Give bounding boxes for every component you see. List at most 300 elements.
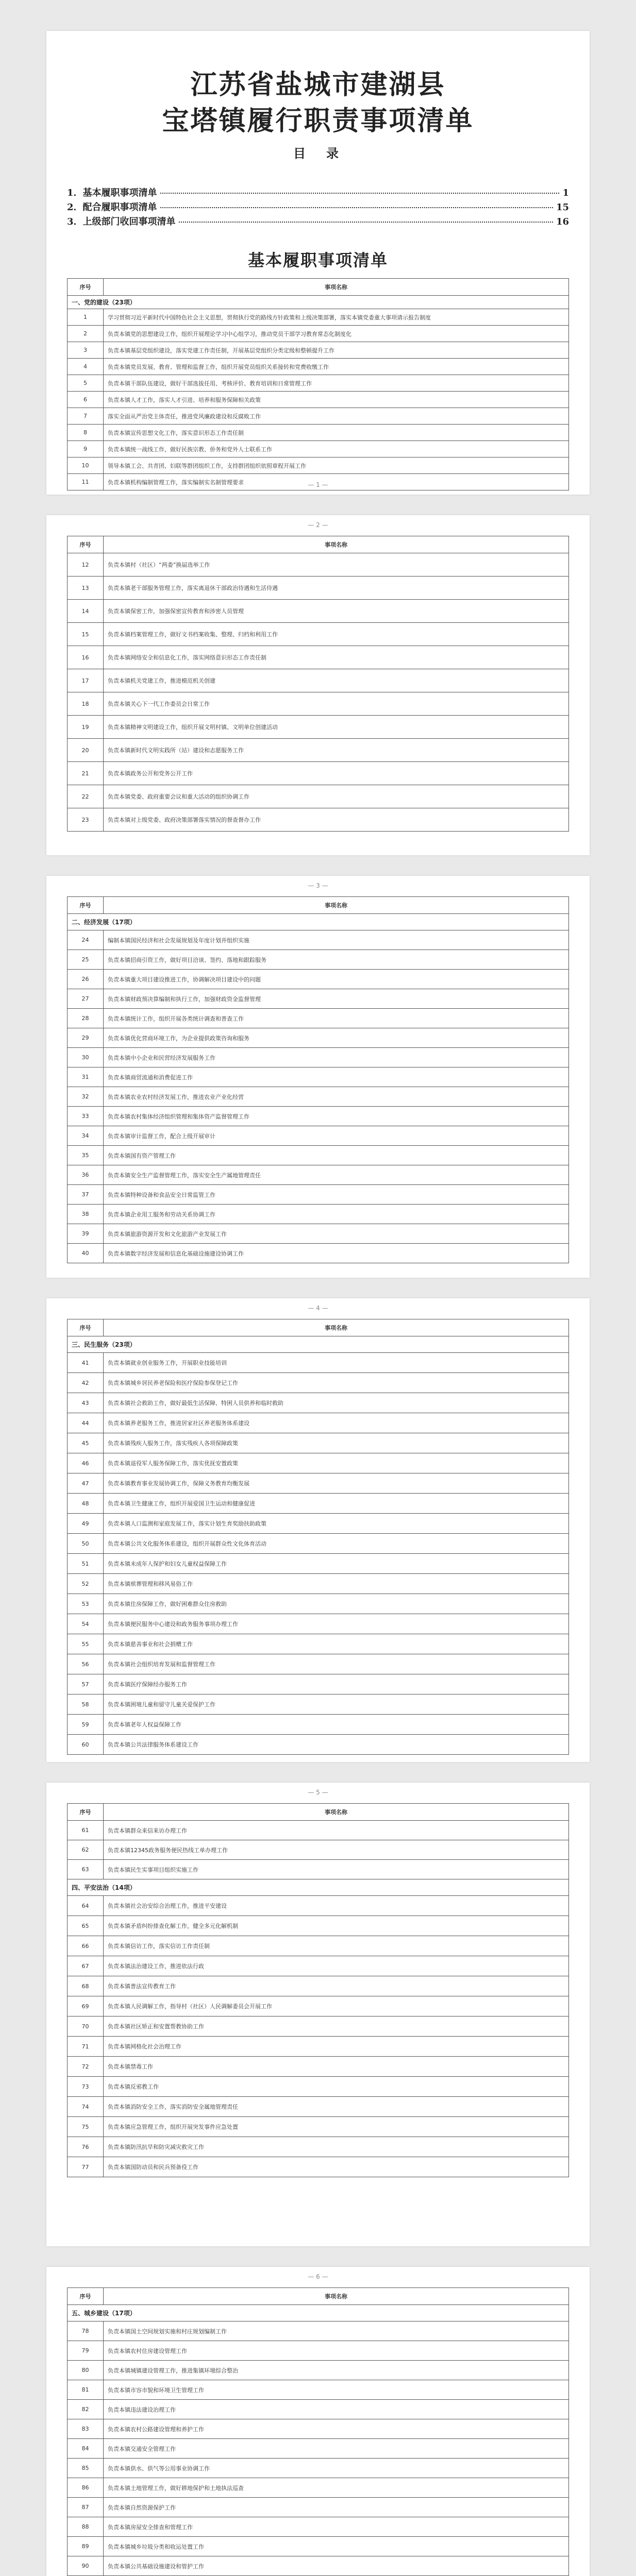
duty-item-name: 负责本镇国防动员和民兵预备役工作 (104, 2157, 569, 2177)
row-number: 32 (68, 1087, 104, 1107)
duty-item-name: 负责本镇社会治安综合治理工作，推进平安建设 (104, 1896, 569, 1916)
duty-item-name: 负责本镇关心下一代工作委员会日常工作 (104, 692, 569, 716)
table-of-contents (67, 185, 569, 229)
row-number: 63 (68, 1860, 104, 1879)
row-number: 42 (68, 1373, 104, 1393)
duty-item-name: 负责本镇反邪教工作 (104, 2077, 569, 2097)
duty-item-name: 负责本镇财政预决算编制和执行工作，加强财政资金监督管理 (104, 989, 569, 1009)
duty-item-name: 负责本镇医疗保障经办服务工作 (104, 1674, 569, 1694)
duty-item-name: 负责本镇人才工作，落实人才引进、培养和服务保障相关政策 (104, 392, 569, 408)
row-number: 75 (68, 2117, 104, 2137)
duty-item-name: 负责本镇党员发展、教育、管理和监督工作，组织开展党员组织关系接转和党费收缴工作 (104, 359, 569, 375)
duty-item-name: 负责本镇自然资源保护工作 (104, 2498, 569, 2517)
table-row (68, 716, 569, 739)
table-row (68, 392, 569, 408)
col-header-num: 序号 (68, 1804, 104, 1821)
row-number: 57 (68, 1674, 104, 1694)
table-row (68, 1087, 569, 1107)
table-row (68, 441, 569, 457)
row-number: 49 (68, 1514, 104, 1534)
table-header-row (68, 536, 569, 553)
table-row (68, 2077, 569, 2097)
table-row (68, 2400, 569, 2419)
document-page (46, 1783, 590, 2246)
section-row (68, 914, 569, 930)
table-row (68, 553, 569, 577)
table-row (68, 646, 569, 669)
duty-item-name: 负责本镇村（社区）“两委”换届选举工作 (104, 553, 569, 577)
section-label: 五、城乡建设（17项） (68, 2305, 569, 2321)
table-row (68, 1146, 569, 1165)
table-row (68, 2517, 569, 2537)
row-number: 50 (68, 1534, 104, 1554)
row-number: 83 (68, 2419, 104, 2439)
table-row (68, 2157, 569, 2177)
duty-item-name: 负责本镇交通安全管理工作 (104, 2439, 569, 2459)
row-number: 6 (68, 392, 104, 408)
table-row (68, 1821, 569, 1840)
section-row (68, 296, 569, 309)
table-row (68, 762, 569, 785)
row-number: 13 (68, 577, 104, 600)
col-header-name: 事项名称 (104, 1319, 569, 1336)
row-number: 21 (68, 762, 104, 785)
table-row (68, 1473, 569, 1494)
duty-item-name: 负责本镇住房保障工作，做好困难群众住房救助 (104, 1594, 569, 1614)
duty-item-name: 负责本镇旅游资源开发和文化旅游产业发展工作 (104, 1224, 569, 1244)
row-number: 8 (68, 425, 104, 441)
duty-table (67, 536, 569, 832)
row-number: 10 (68, 457, 104, 474)
table-row (68, 359, 569, 375)
duty-item-name: 负责本镇社区矫正和安置帮教协助工作 (104, 2016, 569, 2037)
duty-item-name: 负责本镇特种设备和食品安全日常监管工作 (104, 1185, 569, 1205)
table-row (68, 1224, 569, 1244)
table-row (68, 2016, 569, 2037)
row-number: 60 (68, 1735, 104, 1755)
duty-item-name: 负责本镇便民服务中心建设和政务服务事项办理工作 (104, 1614, 569, 1634)
table-row (68, 2057, 569, 2077)
row-number: 22 (68, 785, 104, 808)
duty-item-name: 负责本镇普法宣传教育工作 (104, 1976, 569, 1996)
table-row (68, 408, 569, 425)
toc-entry[interactable] (67, 214, 569, 229)
table-row (68, 1634, 569, 1654)
duty-item-name: 负责本镇教育事业发展协调工作，保障义务教育均衡发展 (104, 1473, 569, 1494)
duty-item-name: 负责本镇公共基础设施建设和管护工作 (104, 2556, 569, 2576)
table-row (68, 1028, 569, 1048)
row-number: 54 (68, 1614, 104, 1634)
row-number: 45 (68, 1433, 104, 1453)
table-header-row (68, 897, 569, 914)
duty-item-name: 负责本镇就业创业服务工作，开展职业技能培训 (104, 1353, 569, 1373)
table-row (68, 1433, 569, 1453)
row-number: 37 (68, 1185, 104, 1205)
row-number: 77 (68, 2157, 104, 2177)
row-number: 16 (68, 646, 104, 669)
section-label: 四、平安法治（14项） (68, 1879, 569, 1896)
table-row (68, 2137, 569, 2157)
row-number: 25 (68, 950, 104, 970)
duty-item-name: 负责本镇重大项目建设推进工作，协调解决项目建设中的问题 (104, 970, 569, 989)
duty-item-name: 负责本镇商贸流通和消费促进工作 (104, 1067, 569, 1087)
page-number: — 3 — (308, 882, 328, 889)
page-number: — 5 — (308, 1789, 328, 1796)
row-number: 28 (68, 1009, 104, 1028)
row-number: 64 (68, 1896, 104, 1916)
duty-item-name: 负责本镇统一战线工作，做好民族宗教、侨务和党外人士联系工作 (104, 441, 569, 457)
document-page (46, 31, 590, 495)
duty-item-name: 领导本镇工会、共青团、妇联等群团组织工作，支持群团组织依照章程开展工作 (104, 457, 569, 474)
duty-item-name: 负责本镇防汛抗旱和防灾减灾救灾工作 (104, 2137, 569, 2157)
table-row (68, 1996, 569, 2016)
row-number: 14 (68, 600, 104, 623)
table-row (68, 2037, 569, 2057)
table-row (68, 2498, 569, 2517)
row-number: 87 (68, 2498, 104, 2517)
duty-table (67, 1319, 569, 1755)
duty-item-name: 负责本镇审计监督工作，配合上级开展审计 (104, 1126, 569, 1146)
duty-item-name: 负责本镇违法建设治理工作 (104, 2400, 569, 2419)
duty-item-name: 负责本镇人口监测和家庭发展工作，落实计划生育奖励扶助政策 (104, 1514, 569, 1534)
table-row (68, 739, 569, 762)
toc-entry-page: 16 (556, 216, 569, 227)
duty-item-name: 负责本镇应急管理工作，组织开展突发事件应急处置 (104, 2117, 569, 2137)
row-number: 53 (68, 1594, 104, 1614)
duty-item-name: 学习贯彻习近平新时代中国特色社会主义思想，贯彻执行党的路线方针政策和上级决策部署，落实本镇党委重大事项请示报告制度 (104, 309, 569, 326)
duty-item-name: 负责本镇公共法律服务体系建设工作 (104, 1735, 569, 1755)
duty-item-name: 负责本镇12345政务服务便民热线工单办理工作 (104, 1840, 569, 1860)
table-row (68, 1956, 569, 1976)
table-row (68, 2419, 569, 2439)
duty-item-name: 负责本镇供水、供气等公用事业协调工作 (104, 2459, 569, 2478)
toc-entry[interactable] (67, 185, 569, 200)
row-number: 61 (68, 1821, 104, 1840)
table-row (68, 342, 569, 359)
duty-item-name: 负责本镇老年人权益保障工作 (104, 1715, 569, 1735)
section-label: 一、党的建设（23项） (68, 296, 569, 309)
row-number: 29 (68, 1028, 104, 1048)
duty-item-name: 负责本镇城镇建设管理工作，推进集镇环境综合整治 (104, 2361, 569, 2380)
duty-item-name: 负责本镇国土空间规划实施和村庄规划编制工作 (104, 2321, 569, 2341)
row-number: 59 (68, 1715, 104, 1735)
table-row (68, 1554, 569, 1574)
row-number: 2 (68, 326, 104, 342)
table-row (68, 1840, 569, 1860)
row-number: 43 (68, 1393, 104, 1413)
row-number: 38 (68, 1205, 104, 1224)
duty-table (67, 2287, 569, 2576)
table-row (68, 577, 569, 600)
col-header-name: 事项名称 (104, 897, 569, 914)
table-row (68, 1936, 569, 1956)
table-row (68, 1860, 569, 1879)
table-row (68, 2361, 569, 2380)
duty-item-name: 负责本镇农业农村经济发展工作，推进农业产业化经营 (104, 1087, 569, 1107)
col-header-num: 序号 (68, 897, 104, 914)
row-number: 7 (68, 408, 104, 425)
table-row (68, 1614, 569, 1634)
row-number: 41 (68, 1353, 104, 1373)
section-row (68, 2305, 569, 2321)
list-subtitle: 基本履职事项清单 (247, 250, 388, 270)
row-number: 19 (68, 716, 104, 739)
row-number: 35 (68, 1146, 104, 1165)
row-number: 30 (68, 1048, 104, 1067)
row-number: 39 (68, 1224, 104, 1244)
row-number: 17 (68, 669, 104, 692)
document-title-line1: 江苏省盐城市建湖县 (190, 69, 446, 100)
duty-item-name: 负责本镇老干部服务管理工作，落实离退休干部政治待遇和生活待遇 (104, 577, 569, 600)
duty-item-name: 负责本镇招商引资工作，做好项目洽谈、签约、落地和跟踪服务 (104, 950, 569, 970)
duty-item-name: 负责本镇机构编制管理工作，落实编制实名制管理要求 (104, 474, 569, 490)
duty-item-name: 负责本镇土地管理工作，做好耕地保护和土地执法巡查 (104, 2478, 569, 2498)
duty-item-name: 负责本镇房屋安全排查和管理工作 (104, 2517, 569, 2537)
duty-item-name: 负责本镇人民调解工作，指导村（社区）人民调解委员会开展工作 (104, 1996, 569, 2016)
col-header-num: 序号 (68, 279, 104, 296)
duty-item-name: 负责本镇基层党组织建设，落实党建工作责任制，开展基层党组织分类定级和整顿提升工作 (104, 342, 569, 359)
table-row (68, 1165, 569, 1185)
duty-item-name: 负责本镇农村住房建设管理工作 (104, 2341, 569, 2361)
row-number: 24 (68, 930, 104, 950)
duty-item-name: 负责本镇安全生产监督管理工作，落实安全生产属地管理责任 (104, 1165, 569, 1185)
table-row (68, 2341, 569, 2361)
table-row (68, 2439, 569, 2459)
table-row (68, 1715, 569, 1735)
duty-item-name: 负责本镇困境儿童和留守儿童关爱保护工作 (104, 1694, 569, 1715)
table-row (68, 1694, 569, 1715)
row-number: 71 (68, 2037, 104, 2057)
toc-entry-label: 1．基本履职事项清单 (67, 188, 157, 198)
duty-item-name: 负责本镇法治建设工作，推进依法行政 (104, 1956, 569, 1976)
document-page (46, 2267, 590, 2576)
page-number: — 1 — (308, 481, 328, 488)
row-number: 1 (68, 309, 104, 326)
duty-item-name: 负责本镇矛盾纠纷排查化解工作，健全多元化解机制 (104, 1916, 569, 1936)
table-row (68, 669, 569, 692)
document-title-line2: 宝塔镇履行职责事项清单 (162, 105, 474, 137)
row-number: 79 (68, 2341, 104, 2361)
row-number: 46 (68, 1453, 104, 1473)
table-row (68, 1393, 569, 1413)
toc-leader-dots (160, 207, 553, 208)
table-row (68, 2478, 569, 2498)
col-header-num: 序号 (68, 536, 104, 553)
table-row (68, 1067, 569, 1087)
table-row (68, 1896, 569, 1916)
table-row (68, 2321, 569, 2341)
table-row (68, 1205, 569, 1224)
row-number: 26 (68, 970, 104, 989)
duty-item-name: 负责本镇城乡居民养老保险和医疗保险参保登记工作 (104, 1373, 569, 1393)
table-header-row (68, 1804, 569, 1821)
table-row (68, 1574, 569, 1594)
row-number: 86 (68, 2478, 104, 2498)
col-header-name: 事项名称 (104, 279, 569, 296)
table-row (68, 1048, 569, 1067)
duty-item-name: 负责本镇优化营商环境工作，为企业提供政策咨询和服务 (104, 1028, 569, 1048)
duty-item-name: 编制本镇国民经济和社会发展规划及年度计划并组织实施 (104, 930, 569, 950)
duty-item-name: 负责本镇企业用工服务和劳动关系协调工作 (104, 1205, 569, 1224)
duty-table (67, 896, 569, 1263)
document-page (46, 876, 590, 1278)
duty-item-name: 负责本镇数字经济发展和信息化基础设施建设协调工作 (104, 1244, 569, 1263)
table-row (68, 1107, 569, 1126)
table-row (68, 950, 569, 970)
col-header-num: 序号 (68, 2288, 104, 2305)
table-row (68, 457, 569, 474)
row-number: 88 (68, 2517, 104, 2537)
toc-entry-page: 1 (562, 188, 569, 198)
table-row (68, 970, 569, 989)
duty-item-name: 负责本镇机关党建工作，推进模范机关创建 (104, 669, 569, 692)
row-number: 66 (68, 1936, 104, 1956)
duty-item-name: 负责本镇保密工作，加强保密宣传教育和涉密人员管理 (104, 600, 569, 623)
table-row (68, 1735, 569, 1755)
row-number: 33 (68, 1107, 104, 1126)
row-number: 23 (68, 808, 104, 832)
table-row (68, 375, 569, 392)
duty-item-name: 负责本镇党委、政府重要会议和重大活动的组织协调工作 (104, 785, 569, 808)
row-number: 11 (68, 474, 104, 490)
table-row (68, 1126, 569, 1146)
row-number: 15 (68, 623, 104, 646)
duty-item-name: 负责本镇政务公开和党务公开工作 (104, 762, 569, 785)
row-number: 9 (68, 441, 104, 457)
duty-item-name: 负责本镇中小企业和民营经济发展服务工作 (104, 1048, 569, 1067)
col-header-name: 事项名称 (104, 536, 569, 553)
table-row (68, 2097, 569, 2117)
document-page (46, 1298, 590, 1762)
row-number: 69 (68, 1996, 104, 2016)
toc-leader-dots (179, 222, 553, 223)
row-number: 85 (68, 2459, 104, 2478)
table-row (68, 808, 569, 832)
table-row (68, 1494, 569, 1514)
page-number: — 2 — (308, 521, 328, 529)
toc-entry-label: 2．配合履职事项清单 (67, 202, 157, 213)
row-number: 84 (68, 2439, 104, 2459)
duty-item-name: 负责本镇信访工作，落实信访工作责任制 (104, 1936, 569, 1956)
table-row (68, 326, 569, 342)
row-number: 81 (68, 2380, 104, 2400)
table-header-row (68, 2288, 569, 2305)
table-row (68, 1594, 569, 1614)
toc-entry-page: 15 (556, 202, 569, 213)
duty-item-name: 负责本镇退役军人服务保障工作，落实优抚安置政策 (104, 1453, 569, 1473)
row-number: 89 (68, 2537, 104, 2556)
table-row (68, 1009, 569, 1028)
duty-item-name: 负责本镇群众来信来访办理工作 (104, 1821, 569, 1840)
duty-item-name: 负责本镇养老服务工作，推进居家社区养老服务体系建设 (104, 1413, 569, 1433)
row-number: 5 (68, 375, 104, 392)
duty-item-name: 负责本镇对上级党委、政府决策部署落实情况的督查督办工作 (104, 808, 569, 832)
table-row (68, 989, 569, 1009)
row-number: 44 (68, 1413, 104, 1433)
table-row (68, 623, 569, 646)
duty-item-name: 负责本镇消防安全工作，落实消防安全属地管理责任 (104, 2097, 569, 2117)
table-row (68, 425, 569, 441)
duty-item-name: 负责本镇残疾人服务工作，落实残疾人各项保障政策 (104, 1433, 569, 1453)
table-row (68, 785, 569, 808)
page-number: — 4 — (308, 1304, 328, 1312)
row-number: 76 (68, 2137, 104, 2157)
duty-item-name: 负责本镇网络安全和信息化工作，落实网络意识形态工作责任制 (104, 646, 569, 669)
page-number: — 6 — (308, 2273, 328, 2280)
table-row (68, 309, 569, 326)
duty-item-name: 负责本镇档案管理工作，做好文书档案收集、整理、归档和利用工作 (104, 623, 569, 646)
toc-label: 目 录 (293, 146, 343, 161)
section-label: 二、经济发展（17项） (68, 914, 569, 930)
row-number: 4 (68, 359, 104, 375)
duty-item-name: 负责本镇社会组织培育发展和监督管理工作 (104, 1654, 569, 1674)
duty-item-name: 负责本镇统计工作，组织开展各类统计调查和普查工作 (104, 1009, 569, 1028)
table-row (68, 2459, 569, 2478)
row-number: 62 (68, 1840, 104, 1860)
row-number: 58 (68, 1694, 104, 1715)
table-row (68, 2117, 569, 2137)
row-number: 40 (68, 1244, 104, 1263)
table-row (68, 1244, 569, 1263)
row-number: 47 (68, 1473, 104, 1494)
row-number: 34 (68, 1126, 104, 1146)
row-number: 27 (68, 989, 104, 1009)
duty-item-name: 负责本镇国有资产管理工作 (104, 1146, 569, 1165)
table-row (68, 1453, 569, 1473)
row-number: 48 (68, 1494, 104, 1514)
table-row (68, 600, 569, 623)
section-label: 三、民生服务（23项） (68, 1336, 569, 1353)
table-row (68, 1373, 569, 1393)
row-number: 12 (68, 553, 104, 577)
table-row (68, 1185, 569, 1205)
duty-item-name: 负责本镇党的思想建设工作，组织开展理论学习中心组学习，推动党员干部学习教育常态化制度化 (104, 326, 569, 342)
row-number: 74 (68, 2097, 104, 2117)
duty-item-name: 负责本镇宣传思想文化工作，落实意识形态工作责任制 (104, 425, 569, 441)
table-row (68, 2537, 569, 2556)
row-number: 78 (68, 2321, 104, 2341)
row-number: 70 (68, 2016, 104, 2037)
table-row (68, 692, 569, 716)
row-number: 20 (68, 739, 104, 762)
toc-entry[interactable] (67, 200, 569, 214)
row-number: 55 (68, 1634, 104, 1654)
row-number: 36 (68, 1165, 104, 1185)
duty-table (67, 1803, 569, 2177)
row-number: 18 (68, 692, 104, 716)
col-header-name: 事项名称 (104, 2288, 569, 2305)
table-row (68, 1916, 569, 1936)
duty-item-name: 负责本镇新时代文明实践所（站）建设和志愿服务工作 (104, 739, 569, 762)
duty-item-name: 负责本镇农村公路建设管理和养护工作 (104, 2419, 569, 2439)
duty-item-name: 负责本镇未成年人保护和妇女儿童权益保障工作 (104, 1554, 569, 1574)
duty-item-name: 负责本镇慈善事业和社会捐赠工作 (104, 1634, 569, 1654)
duty-item-name: 负责本镇精神文明建设工作，组织开展文明村镇、文明单位创建活动 (104, 716, 569, 739)
duty-item-name: 负责本镇社会救助工作，做好最低生活保障、特困人员供养和临时救助 (104, 1393, 569, 1413)
duty-item-name: 负责本镇公共文化服务体系建设，组织开展群众性文化体育活动 (104, 1534, 569, 1554)
section-row (68, 1336, 569, 1353)
row-number: 72 (68, 2057, 104, 2077)
table-row (68, 1353, 569, 1373)
row-number: 52 (68, 1574, 104, 1594)
table-row (68, 1534, 569, 1554)
table-row (68, 2556, 569, 2576)
row-number: 82 (68, 2400, 104, 2419)
duty-item-name: 负责本镇农村集体经济组织管理和集体资产监督管理工作 (104, 1107, 569, 1126)
table-row (68, 1654, 569, 1674)
row-number: 3 (68, 342, 104, 359)
section-row (68, 1879, 569, 1896)
